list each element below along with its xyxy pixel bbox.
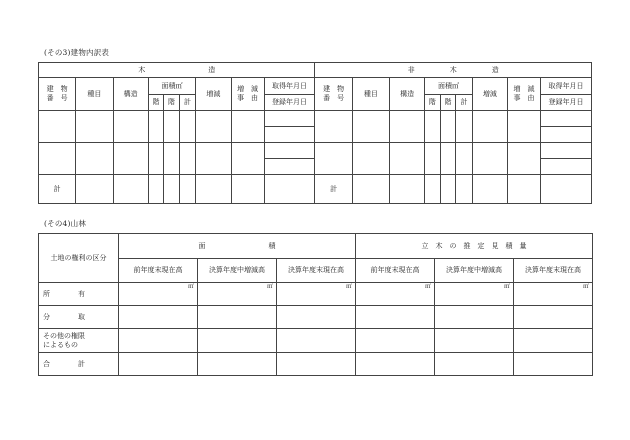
section3-caption: (その3)建物内訳表 xyxy=(44,48,110,57)
table-cell[interactable] xyxy=(164,111,180,143)
table-cell[interactable] xyxy=(277,306,356,329)
section4-caption: (その4)山林 xyxy=(44,219,87,228)
table-cell[interactable] xyxy=(435,329,514,353)
table-cell[interactable] xyxy=(389,175,424,204)
table-cell[interactable] xyxy=(231,143,264,175)
nonwood-floor2-header: 階 xyxy=(440,95,456,111)
table-cell[interactable] xyxy=(76,111,113,143)
table-cell[interactable] xyxy=(440,111,456,143)
table-cell[interactable] xyxy=(507,175,540,204)
table-cell[interactable] xyxy=(231,111,264,143)
table-cell[interactable] xyxy=(76,175,113,204)
volume-group-header: 立 木 の 推 定 見 積 量 xyxy=(356,234,593,259)
table-cell[interactable] xyxy=(264,127,315,143)
table-cell[interactable] xyxy=(264,175,315,204)
nonwood-area-total-header: 計 xyxy=(456,95,473,111)
table-cell[interactable] xyxy=(456,175,473,204)
table-cell[interactable] xyxy=(425,175,441,204)
table-cell[interactable] xyxy=(472,143,507,175)
table-cell[interactable] xyxy=(507,111,540,143)
table-cell[interactable] xyxy=(514,329,593,353)
table-cell[interactable] xyxy=(315,111,352,143)
table-cell[interactable] xyxy=(425,143,441,175)
unit-cell[interactable]: ㎡ xyxy=(119,283,198,306)
area-end-header: 決算年度末現在高 xyxy=(277,259,356,283)
table-cell[interactable] xyxy=(39,143,76,175)
nonwood-change-header: 増減 xyxy=(472,78,507,111)
table-cell[interactable] xyxy=(196,143,231,175)
table-cell[interactable] xyxy=(315,143,352,175)
table-cell[interactable] xyxy=(352,175,389,204)
table-cell[interactable] xyxy=(76,143,113,175)
unit-cell[interactable]: ㎡ xyxy=(356,283,435,306)
table-cell[interactable] xyxy=(148,143,164,175)
row-label-total: 合 計 xyxy=(39,353,119,376)
table-cell[interactable] xyxy=(425,111,441,143)
nonwood-total-label: 計 xyxy=(315,175,352,204)
table-cell[interactable] xyxy=(198,306,277,329)
volume-end-header: 決算年度末現在高 xyxy=(514,259,593,283)
table-cell[interactable] xyxy=(196,111,231,143)
table-cell[interactable] xyxy=(456,111,473,143)
wood-total-label: 計 xyxy=(39,175,76,204)
nonwood-reason-header: 増 減 事 由 xyxy=(507,78,540,111)
area-group-header: 面 積 xyxy=(119,234,356,259)
table-cell[interactable] xyxy=(113,111,148,143)
table-cell[interactable] xyxy=(179,111,196,143)
table-cell[interactable] xyxy=(264,159,315,175)
table-cell[interactable] xyxy=(456,143,473,175)
table-cell[interactable] xyxy=(148,111,164,143)
table-cell[interactable] xyxy=(198,329,277,353)
table-cell[interactable] xyxy=(39,111,76,143)
table-cell[interactable] xyxy=(113,175,148,204)
category-header: 土地の権利の区分 xyxy=(39,234,119,283)
wood-floor2-header: 階 xyxy=(164,95,180,111)
row-label-owned: 所 有 xyxy=(39,283,119,306)
wood-reason-header: 増 減 事 由 xyxy=(231,78,264,111)
table-cell[interactable] xyxy=(164,175,180,204)
table-cell[interactable] xyxy=(514,353,593,376)
wood-kind-header: 種目 xyxy=(76,78,113,111)
unit-cell[interactable]: ㎡ xyxy=(514,283,593,306)
table-cell[interactable] xyxy=(514,306,593,329)
nonwood-kind-header: 種目 xyxy=(352,78,389,111)
table-cell[interactable] xyxy=(435,353,514,376)
table-cell[interactable] xyxy=(356,329,435,353)
row-label-other-rights: その他の権限 によるもの xyxy=(39,329,119,353)
table-cell[interactable] xyxy=(179,143,196,175)
wood-registered-header: 登録年月日 xyxy=(264,95,315,111)
wood-change-header: 増減 xyxy=(196,78,231,111)
table-cell[interactable] xyxy=(389,143,424,175)
table-cell[interactable] xyxy=(196,175,231,204)
table-cell[interactable] xyxy=(277,329,356,353)
nonwood-number-header: 建 物 番 号 xyxy=(315,78,352,111)
forest-table xyxy=(38,233,593,376)
table-cell[interactable] xyxy=(440,175,456,204)
table-cell[interactable] xyxy=(356,306,435,329)
table-cell[interactable] xyxy=(119,353,198,376)
unit-cell[interactable]: ㎡ xyxy=(277,283,356,306)
nonwood-area-header: 面積㎡ xyxy=(425,78,473,95)
nonwood-acquired-header: 取得年月日 xyxy=(541,78,592,95)
volume-prev-header: 前年度末現在高 xyxy=(356,259,435,283)
table-cell[interactable] xyxy=(119,329,198,353)
building-breakdown-table xyxy=(38,62,592,204)
wood-area-total-header: 計 xyxy=(179,95,196,111)
table-cell[interactable] xyxy=(472,175,507,204)
table-cell[interactable] xyxy=(541,143,592,159)
table-cell[interactable] xyxy=(472,111,507,143)
table-cell[interactable] xyxy=(352,111,389,143)
wood-area-header: 面積㎡ xyxy=(148,78,196,95)
row-label-shared: 分 取 xyxy=(39,306,119,329)
table-cell[interactable] xyxy=(541,127,592,143)
table-cell[interactable] xyxy=(179,175,196,204)
table-cell[interactable] xyxy=(541,175,592,204)
table-cell[interactable] xyxy=(164,143,180,175)
table-cell[interactable] xyxy=(435,306,514,329)
nonwood-registered-header: 登録年月日 xyxy=(541,95,592,111)
wood-acquired-header: 取得年月日 xyxy=(264,78,315,95)
wood-number-header: 建 物 番 号 xyxy=(39,78,76,111)
wood-group-header: 木 造 xyxy=(39,63,315,78)
nonwood-structure-header: 構造 xyxy=(389,78,424,111)
unit-cell[interactable]: ㎡ xyxy=(435,283,514,306)
table-cell[interactable] xyxy=(264,111,315,127)
wood-floor1-header: 階 xyxy=(148,95,164,111)
table-cell[interactable] xyxy=(352,143,389,175)
table-cell[interactable] xyxy=(113,143,148,175)
table-cell[interactable] xyxy=(148,175,164,204)
table-cell[interactable] xyxy=(356,353,435,376)
table-cell[interactable] xyxy=(277,353,356,376)
table-cell[interactable] xyxy=(507,143,540,175)
table-cell[interactable] xyxy=(264,143,315,159)
table-cell[interactable] xyxy=(119,306,198,329)
volume-change-header: 決算年度中増減高 xyxy=(435,259,514,283)
unit-cell[interactable]: ㎡ xyxy=(198,283,277,306)
wood-structure-header: 構造 xyxy=(113,78,148,111)
table-cell[interactable] xyxy=(541,159,592,175)
table-cell[interactable] xyxy=(440,143,456,175)
table-cell[interactable] xyxy=(389,111,424,143)
table-cell[interactable] xyxy=(541,111,592,127)
area-prev-header: 前年度末現在高 xyxy=(119,259,198,283)
area-change-header: 決算年度中増減高 xyxy=(198,259,277,283)
table-cell[interactable] xyxy=(198,353,277,376)
table-cell[interactable] xyxy=(231,175,264,204)
nonwood-floor1-header: 階 xyxy=(425,95,441,111)
nonwood-group-header: 非 木 造 xyxy=(315,63,592,78)
